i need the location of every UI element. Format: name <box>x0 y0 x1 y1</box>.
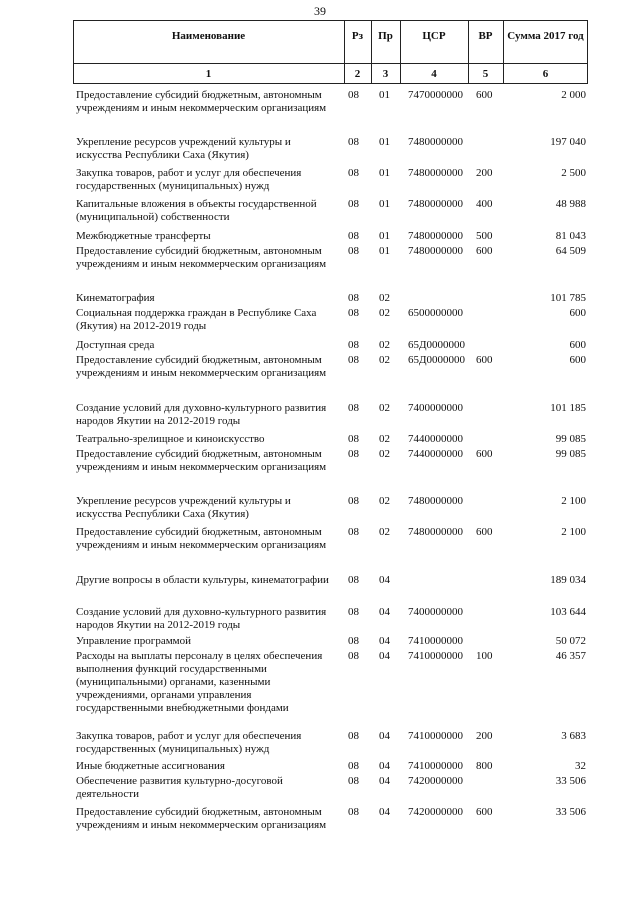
row-csr: 7470000000 <box>408 89 463 101</box>
row-name: Обеспечение развития культурно-досуговой деятельности <box>76 775 283 800</box>
row-rz: 08 <box>348 574 359 586</box>
row-name: Капитальные вложения в объекты государственной (муниципальной) собственности <box>76 198 317 223</box>
row-vr: 600 <box>476 89 493 101</box>
row-sum: 33 506 <box>555 775 586 787</box>
row-vr: 800 <box>476 760 493 772</box>
row-sum: 48 988 <box>555 198 586 210</box>
row-vr: 500 <box>476 230 493 242</box>
row-csr: 7410000000 <box>408 650 463 662</box>
row-pr: 04 <box>379 650 390 662</box>
row-name: Предоставление субсидий бюджетным, автономным учреждениям и иным некоммерческим организациям <box>76 89 327 114</box>
row-pr: 01 <box>379 167 390 179</box>
row-name: Укрепление ресурсов учреждений культуры и искусства Республики Саха (Якутия) <box>76 495 291 520</box>
column-number: 1 <box>205 68 212 80</box>
row-vr: 200 <box>476 167 493 179</box>
row-pr: 01 <box>379 89 390 101</box>
row-sum: 600 <box>569 354 586 366</box>
row-pr: 02 <box>379 448 390 460</box>
column-number: 5 <box>482 68 489 80</box>
header-csr: ЦСР <box>422 30 446 42</box>
row-sum: 2 500 <box>561 167 586 179</box>
row-csr: 6500000000 <box>408 307 463 319</box>
row-name: Другие вопросы в области культуры, кинематографии <box>76 574 329 586</box>
row-rz: 08 <box>348 730 359 742</box>
row-name: Предоставление субсидий бюджетным, автономным учреждениям и иным некоммерческим организациям <box>76 448 327 473</box>
row-pr: 02 <box>379 292 390 304</box>
header-vr: ВР <box>478 30 493 42</box>
row-rz: 08 <box>348 760 359 772</box>
row-csr: 65Д0000000 <box>408 339 466 351</box>
column-number: 6 <box>542 68 549 80</box>
row-csr: 7410000000 <box>408 730 463 742</box>
row-pr: 02 <box>379 495 390 507</box>
row-sum: 2 100 <box>561 495 586 507</box>
row-name: Иные бюджетные ассигнования <box>76 760 225 772</box>
row-pr: 04 <box>379 606 390 618</box>
row-csr: 7480000000 <box>408 495 463 507</box>
row-rz: 08 <box>348 650 359 662</box>
row-csr: 7420000000 <box>408 806 463 818</box>
row-rz: 08 <box>348 292 359 304</box>
row-rz: 08 <box>348 198 359 210</box>
row-pr: 04 <box>379 730 390 742</box>
row-rz: 08 <box>348 167 359 179</box>
column-number: 3 <box>382 68 389 80</box>
row-sum: 99 085 <box>555 433 586 445</box>
row-csr: 65Д0000000 <box>408 354 466 366</box>
row-csr: 7480000000 <box>408 526 463 538</box>
row-pr: 02 <box>379 526 390 538</box>
row-pr: 01 <box>379 245 390 257</box>
row-pr: 02 <box>379 354 390 366</box>
row-sum: 2 000 <box>561 89 586 101</box>
row-rz: 08 <box>348 495 359 507</box>
row-rz: 08 <box>348 448 359 460</box>
row-name: Управление программой <box>76 635 192 647</box>
row-rz: 08 <box>348 635 359 647</box>
row-rz: 08 <box>348 136 359 148</box>
page-number: 39 <box>314 4 326 18</box>
row-sum: 50 072 <box>555 635 586 647</box>
row-rz: 08 <box>348 806 359 818</box>
row-sum: 2 100 <box>561 526 586 538</box>
row-pr: 04 <box>379 574 390 586</box>
row-csr: 7480000000 <box>408 136 463 148</box>
row-sum: 189 034 <box>550 574 586 586</box>
row-name: Кинематография <box>76 292 155 304</box>
row-sum: 33 506 <box>555 806 586 818</box>
row-sum: 3 683 <box>561 730 586 742</box>
row-sum: 32 <box>575 760 586 772</box>
row-rz: 08 <box>348 307 359 319</box>
row-sum: 600 <box>569 339 586 351</box>
row-rz: 08 <box>348 89 359 101</box>
row-csr: 7480000000 <box>408 245 463 257</box>
row-name: Создание условий для духовно-культурного развития народов Якутии на 2012-2019 годы <box>76 606 327 631</box>
row-csr: 7400000000 <box>408 606 463 618</box>
row-vr: 600 <box>476 526 493 538</box>
row-rz: 08 <box>348 245 359 257</box>
row-csr: 7420000000 <box>408 775 463 787</box>
row-vr: 600 <box>476 448 493 460</box>
table-header <box>73 20 588 84</box>
row-pr: 01 <box>379 230 390 242</box>
row-rz: 08 <box>348 354 359 366</box>
row-name: Доступная среда <box>76 339 155 351</box>
row-pr: 01 <box>379 198 390 210</box>
header-rz: Рз <box>351 30 364 42</box>
row-name: Предоставление субсидий бюджетным, автономным учреждениям и иным некоммерческим организациям <box>76 526 327 551</box>
row-name: Создание условий для духовно-культурного развития народов Якутии на 2012-2019 годы <box>76 402 327 427</box>
row-vr: 200 <box>476 730 493 742</box>
row-sum: 197 040 <box>550 136 586 148</box>
row-csr: 7410000000 <box>408 635 463 647</box>
row-pr: 02 <box>379 433 390 445</box>
row-name: Закупка товаров, работ и услуг для обеспечения государственных (муниципальных) нужд <box>76 167 302 192</box>
row-sum: 101 785 <box>550 292 586 304</box>
row-pr: 02 <box>379 339 390 351</box>
row-sum: 600 <box>569 307 586 319</box>
row-rz: 08 <box>348 526 359 538</box>
row-pr: 04 <box>379 635 390 647</box>
row-name: Предоставление субсидий бюджетным, автономным учреждениям и иным некоммерческим организациям <box>76 806 327 831</box>
row-name: Театрально-зрелищное и киноискусство <box>76 433 265 445</box>
row-pr: 02 <box>379 402 390 414</box>
row-vr: 600 <box>476 245 493 257</box>
column-number: 4 <box>431 68 437 80</box>
row-vr: 600 <box>476 354 493 366</box>
row-rz: 08 <box>348 230 359 242</box>
row-name: Предоставление субсидий бюджетным, автономным учреждениям и иным некоммерческим организациям <box>76 245 327 270</box>
row-csr: 7480000000 <box>408 167 463 179</box>
row-sum: 103 644 <box>550 606 586 618</box>
row-vr: 400 <box>476 198 493 210</box>
row-sum: 46 357 <box>555 650 586 662</box>
row-vr: 100 <box>476 650 493 662</box>
row-sum: 64 509 <box>555 245 586 257</box>
row-pr: 04 <box>379 806 390 818</box>
row-rz: 08 <box>348 433 359 445</box>
row-name: Предоставление субсидий бюджетным, автономным учреждениям и иным некоммерческим организациям <box>76 354 327 379</box>
row-vr: 600 <box>476 806 493 818</box>
header-sum: Сумма 2017 год <box>507 30 584 42</box>
row-csr: 7410000000 <box>408 760 463 772</box>
row-name: Расходы на выплаты персоналу в целях обеспечения выполнения функций государственными (муниципальными) органами, казенными учреждениями, органами управления государственными внебюджетными фондами <box>76 650 323 714</box>
row-name: Закупка товаров, работ и услуг для обеспечения государственных (муниципальных) нужд <box>76 730 302 755</box>
row-sum: 101 185 <box>550 402 586 414</box>
row-rz: 08 <box>348 402 359 414</box>
row-csr: 7480000000 <box>408 230 463 242</box>
row-rz: 08 <box>348 339 359 351</box>
row-csr: 7400000000 <box>408 402 463 414</box>
row-name: Межбюджетные трансферты <box>76 230 211 242</box>
row-rz: 08 <box>348 606 359 618</box>
header-name: Наименование <box>171 30 246 42</box>
row-csr: 7440000000 <box>408 433 463 445</box>
row-name: Социальная поддержка граждан в Республике Саха (Якутия) на 2012-2019 годы <box>76 307 317 332</box>
row-csr: 7440000000 <box>408 448 463 460</box>
row-rz: 08 <box>348 775 359 787</box>
row-pr: 04 <box>379 775 390 787</box>
row-sum: 81 043 <box>555 230 586 242</box>
column-number: 2 <box>354 68 361 80</box>
row-name: Укрепление ресурсов учреждений культуры и искусства Республики Саха (Якутия) <box>76 136 291 161</box>
row-pr: 01 <box>379 136 390 148</box>
header-divider <box>73 63 588 64</box>
header-pr: Пр <box>378 30 393 42</box>
row-csr: 7480000000 <box>408 198 463 210</box>
row-pr: 02 <box>379 307 390 319</box>
row-pr: 04 <box>379 760 390 772</box>
row-sum: 99 085 <box>555 448 586 460</box>
